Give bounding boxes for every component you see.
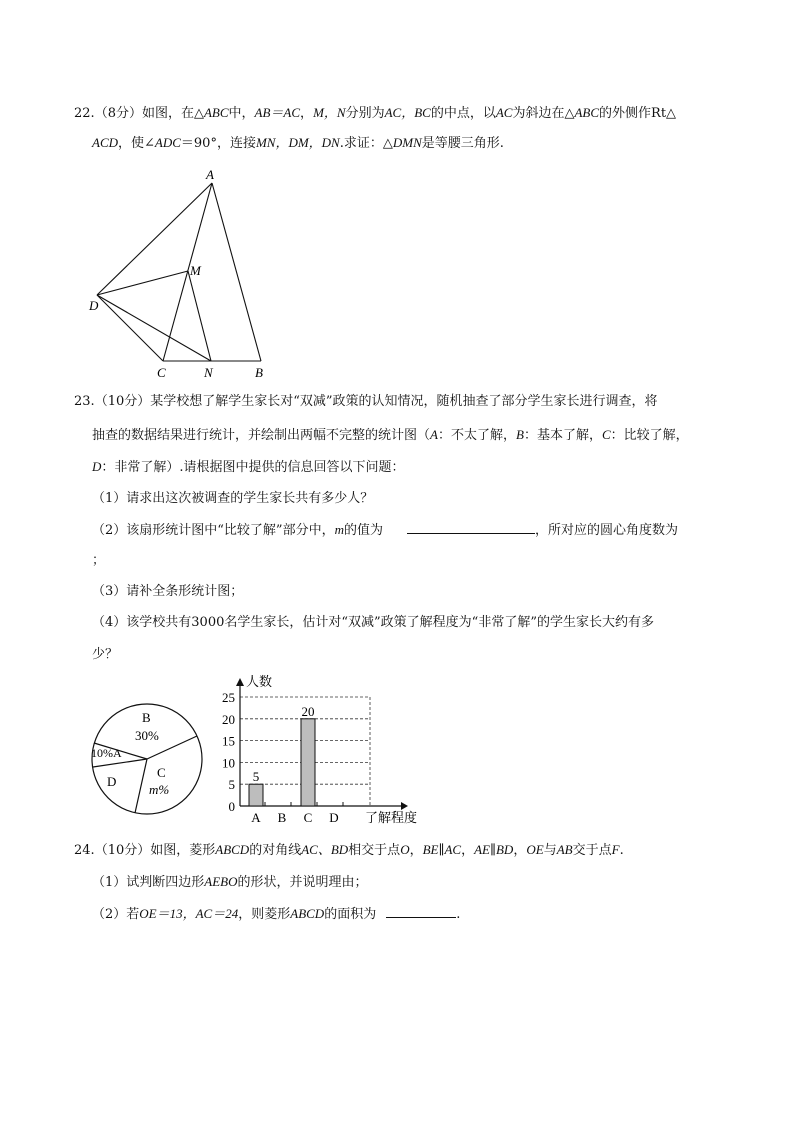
q22-line-2: ACD，使∠ADC＝90°，连接MN，DM，DN.求证：△DMN是等腰三角形. — [92, 135, 504, 151]
bar-c — [301, 719, 315, 806]
label-C: C — [157, 365, 166, 380]
x-tick-label-c: C — [303, 810, 313, 825]
answer-blank-m[interactable] — [407, 521, 535, 534]
x-tick-label-a: A — [251, 810, 261, 825]
pie-label-c-pct: m% — [149, 782, 170, 797]
q23-line-3: D：非常了解）.请根据图中提供的信息回答以下问题： — [92, 459, 405, 475]
label-D: D — [89, 298, 99, 313]
bar-label-a: 5 — [252, 769, 260, 785]
y-tick-label: 25 — [222, 690, 235, 705]
y-tick-label: 20 — [222, 711, 235, 727]
label-B: B — [255, 365, 263, 380]
answer-blank-area[interactable] — [386, 905, 456, 918]
q23-part-2-end: ； — [92, 553, 106, 568]
x-tick-label-d: D — [329, 810, 339, 825]
bar-label-c: 20 — [301, 703, 315, 719]
x-tick-label-b: B — [277, 810, 287, 825]
label-M: M — [190, 263, 201, 278]
pie-label-c: C — [157, 765, 166, 780]
geometry-figure-22 — [80, 165, 280, 380]
y-tick-label: 5 — [228, 777, 235, 793]
x-axis-arrow — [401, 802, 408, 810]
label-N: N — [204, 365, 213, 380]
q24-part-1: （1）试判断四边形AEBO的形状，并说明理由； — [92, 874, 368, 890]
y-axis-label: 人数 — [246, 674, 273, 689]
q23-line-2: 抽查的数据结果进行统计，并绘制出两幅不完整的统计图（A：不太了解，B：基本了解，C：比较了解， — [92, 427, 689, 443]
bar-a — [249, 784, 263, 806]
y-tick-label: 10 — [222, 755, 235, 771]
x-axis-label: 了解程度 — [365, 810, 418, 825]
q23-line-1: 23.（10分）某学校想了解学生家长对“双减”政策的认知情况，随机抽查了部分学生家长进行调查，将 — [74, 394, 658, 409]
pie-label-d: D — [107, 774, 117, 789]
pie-label-b-pct: 30% — [135, 728, 159, 743]
y-tick-label: 15 — [222, 733, 235, 749]
pie-chart — [88, 700, 208, 820]
q24-part-2: （2）若OE＝13，AC＝24，则菱形ABCD的面积为 . — [92, 906, 461, 922]
pie-label-b: B — [142, 710, 151, 725]
q22-line-1: 22.（8分）如图，在△ABC中，AB＝AC，M，N分别为AC，BC的中点，以AC为斜边在△ABC的外侧作Rt△ — [74, 105, 677, 121]
q23-part-4-end: 少？ — [92, 647, 119, 662]
q23-part-3: （3）请补全条形统计图； — [92, 584, 244, 599]
pie-label-a: 10%A — [91, 746, 122, 760]
label-A: A — [206, 167, 214, 182]
q23-part-1: （1）请求出这次被调查的学生家长共有多少人？ — [92, 491, 374, 506]
q23-part-4: （4）该学校共有3000名学生家长，估计对“双减”政策了解程度为“非常了解”的学生家长大约有多 — [92, 615, 654, 630]
q23-part-2: （2）该扇形统计图中“比较了解”部分中，m的值为 ，所对应的圆心角度数为 — [92, 522, 678, 538]
y-tick-label: 0 — [228, 799, 235, 814]
bar-chart — [218, 672, 428, 832]
y-axis-arrow — [236, 678, 244, 686]
q24-line-1: 24.（10分）如图，菱形ABCD的对角线AC、BD相交于点O，BE∥AC，AE∥BD，OE与AB交于点F. — [74, 842, 624, 858]
